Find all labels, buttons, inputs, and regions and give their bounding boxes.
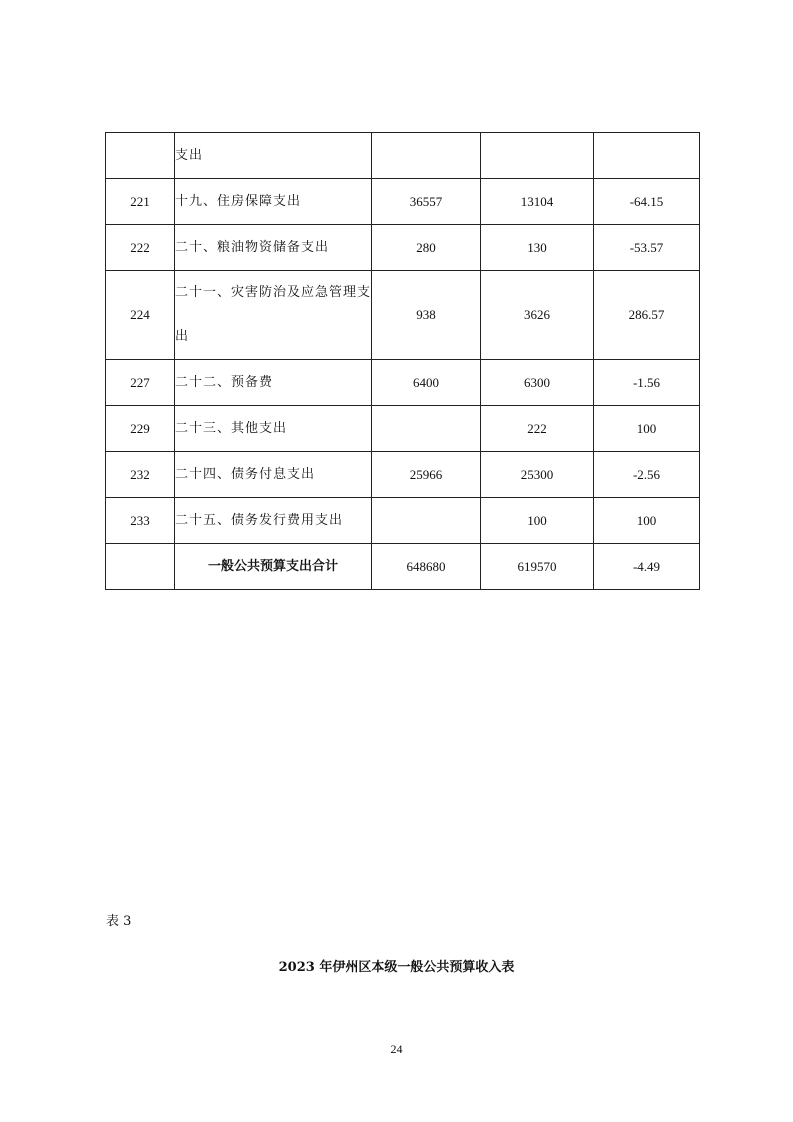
row-code: 224 <box>106 271 175 360</box>
expenditure-table <box>105 132 700 590</box>
row-code: 233 <box>106 498 175 544</box>
row-value-1: 280 <box>372 225 481 271</box>
row-value-2: 6300 <box>481 360 594 406</box>
row-value-1: 36557 <box>372 179 481 225</box>
row-value-1 <box>372 406 481 452</box>
row-value-3: -2.56 <box>594 452 700 498</box>
total-label: 一般公共预算支出合计 <box>175 544 372 590</box>
table-row <box>106 452 700 498</box>
table-row <box>106 498 700 544</box>
next-table-title: 2023 年伊州区本级一般公共预算收入表 <box>278 960 515 975</box>
row-name: 支出 <box>175 133 372 179</box>
row-value-3: -1.56 <box>594 360 700 406</box>
row-value-2: 130 <box>481 225 594 271</box>
row-value-1: 6400 <box>372 360 481 406</box>
table-caption: 表 3 <box>106 914 132 929</box>
total-code <box>106 544 175 590</box>
row-name: 二十、粮油物资储备支出 <box>175 225 372 271</box>
row-name: 二十二、预备费 <box>175 360 372 406</box>
row-code: 222 <box>106 225 175 271</box>
row-value-2: 3626 <box>481 271 594 360</box>
row-code: 232 <box>106 452 175 498</box>
total-value-3: -4.49 <box>594 544 700 590</box>
row-code: 227 <box>106 360 175 406</box>
row-code: 229 <box>106 406 175 452</box>
total-value-2: 619570 <box>481 544 594 590</box>
row-value-2: 100 <box>481 498 594 544</box>
table-row <box>106 271 700 360</box>
total-row <box>106 544 700 590</box>
row-code <box>106 133 175 179</box>
row-value-3: 100 <box>594 498 700 544</box>
page-number: 24 <box>390 1042 403 1056</box>
table-row <box>106 360 700 406</box>
table-row <box>106 225 700 271</box>
row-value-3: 286.57 <box>594 271 700 360</box>
row-value-1: 938 <box>372 271 481 360</box>
row-value-2: 222 <box>481 406 594 452</box>
table-row <box>106 406 700 452</box>
row-value-3: -53.57 <box>594 225 700 271</box>
row-name: 二十三、其他支出 <box>175 406 372 452</box>
row-value-1: 25966 <box>372 452 481 498</box>
row-value-2 <box>481 133 594 179</box>
row-name: 十九、住房保障支出 <box>175 179 372 225</box>
row-value-2: 13104 <box>481 179 594 225</box>
row-value-2: 25300 <box>481 452 594 498</box>
table-row <box>106 133 700 179</box>
row-code: 221 <box>106 179 175 225</box>
row-value-3: -64.15 <box>594 179 700 225</box>
row-name: 二十五、债务发行费用支出 <box>175 498 372 544</box>
row-name: 二十四、债务付息支出 <box>175 452 372 498</box>
row-value-1 <box>372 133 481 179</box>
row-name: 二十一、灾害防治及应急管理支出 <box>175 271 372 360</box>
total-value-1: 648680 <box>372 544 481 590</box>
row-value-3: 100 <box>594 406 700 452</box>
table-row <box>106 179 700 225</box>
row-value-1 <box>372 498 481 544</box>
row-value-3 <box>594 133 700 179</box>
